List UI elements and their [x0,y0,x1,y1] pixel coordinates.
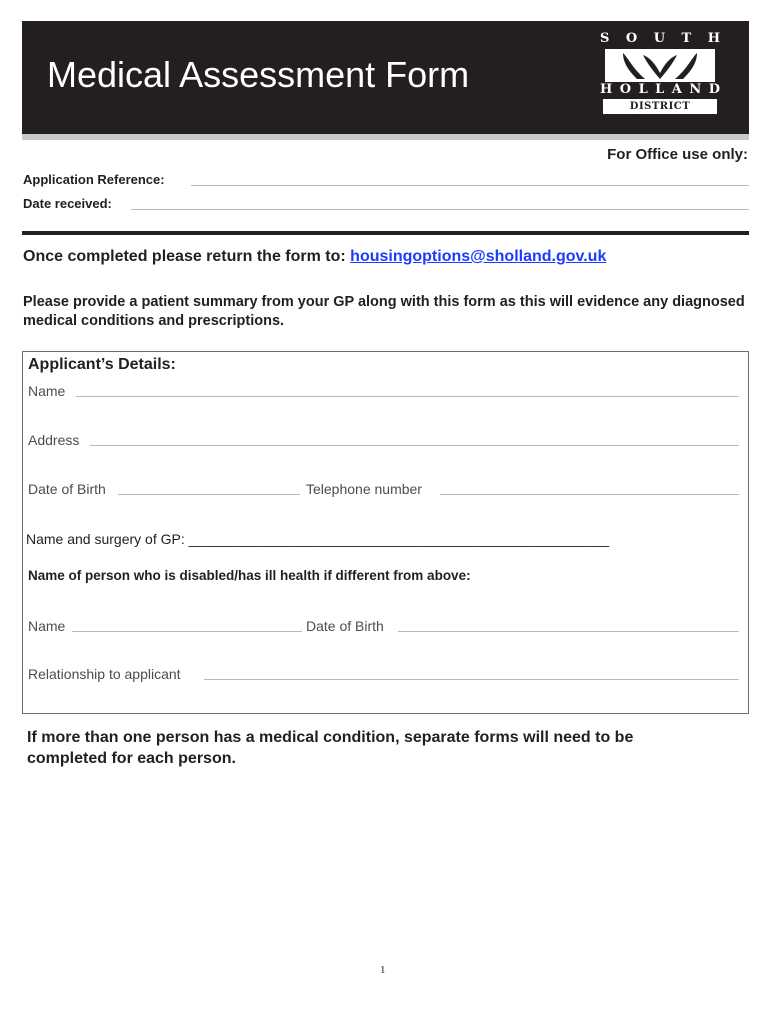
date-of-birth-label: Date of Birth [28,481,106,497]
patient-summary-instruction: Please provide a patient summary from your GP along with this form as this will evidence any diagnosed medical conditions and prescriptions. [23,294,745,329]
disabled-person-heading: Name of person who is disabled/has ill health if different from above: [28,568,471,583]
person-name-field[interactable] [72,631,302,632]
section-divider [22,231,749,235]
name-label: Name [28,383,66,399]
return-text: Once completed please return the form to: [23,248,351,265]
person-date-of-birth-field[interactable] [398,631,739,632]
logo-line-holland: H O L L A N D [600,82,720,97]
name-field[interactable] [76,396,739,397]
relationship-field[interactable] [204,679,739,680]
address-label: Address [28,432,80,448]
relationship-label: Relationship to applicant [28,666,181,682]
applicant-details-title: Applicant’s Details: [28,356,176,373]
logo-line-south: S O U T H [600,31,720,46]
telephone-label: Telephone number [306,481,422,497]
page-number: 1 [380,964,386,976]
person-date-of-birth-label: Date of Birth [306,618,384,634]
telephone-field[interactable] [440,494,739,495]
date-received-label: Date received: [23,196,112,211]
gp-name-surgery-field[interactable]: Name and surgery of GP: ______________________________________________________ [26,531,610,547]
return-instruction [23,248,606,266]
date-of-birth-field[interactable] [118,494,300,495]
separate-forms-note: If more than one person has a medical condition, separate forms will need to be completed for each person. [27,729,634,767]
email-link[interactable]: housingoptions@sholland.gov.uk [350,248,607,265]
date-received-field[interactable] [131,209,749,210]
tulip-emblem-icon [603,49,717,82]
council-logo [600,31,720,127]
address-field[interactable] [90,445,739,446]
application-reference-label: Application Reference: [23,172,165,187]
form-title: Medical Assessment Form [47,54,470,95]
header-shadow [22,134,749,140]
application-reference-field[interactable] [191,185,749,186]
office-use-heading: For Office use only: [607,146,748,163]
logo-district-council: DISTRICT COUNCIL [603,99,717,114]
person-name-label: Name [28,618,66,634]
